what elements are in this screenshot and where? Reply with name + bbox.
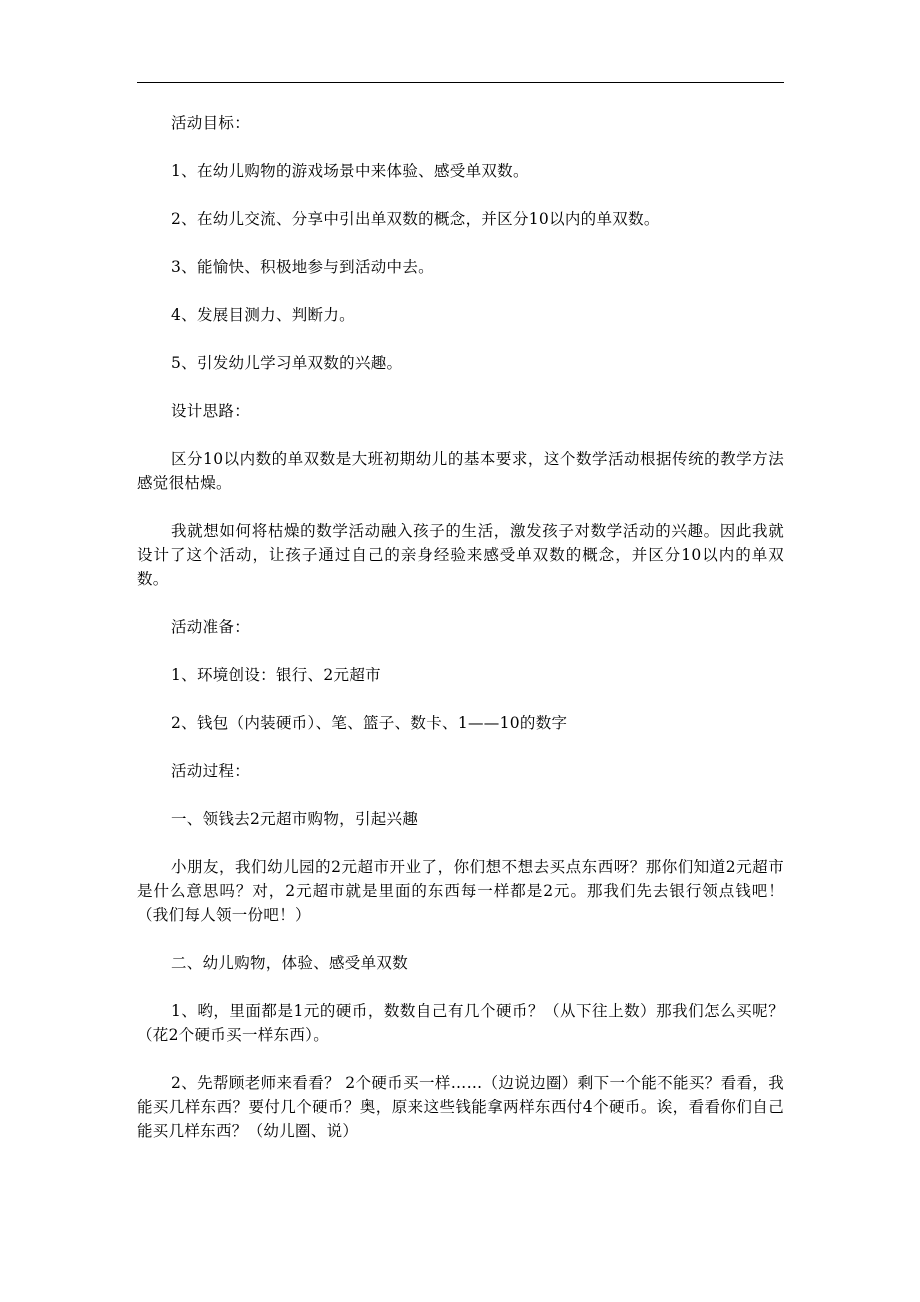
process-step-2-heading: 二、幼儿购物，体验、感受单双数 [171,954,409,972]
design-paragraph-2: 我就想如何将枯燥的数学活动融入孩子的生活，激发孩子对数学活动的兴趣。因此我就设计了这个活动，让孩子通过自己的亲身经验来感受单双数的概念，并区分10以内的单双数。 [137,522,784,588]
preparation-item-1: 1、环境创设：银行、2元超市 [171,666,381,684]
preparation-item-2: 2、钱包（内装硬币）、笔、篮子、数卡、1——10的数字 [171,714,568,732]
document-body [137,111,784,1167]
design-paragraph-1: 区分10以内数的单双数是大班初期幼儿的基本要求，这个数学活动根据传统的教学方法感觉很枯燥。 [137,450,784,492]
goal-item-5: 5、引发幼儿学习单双数的兴趣。 [171,354,403,372]
heading-activity-goals: 活动目标： [171,114,251,132]
process-step-2-item-2: 2、先帮顾老师来看看？ 2个硬币买一样……（边说边圈）剩下一个能不能买？看看，我能买几样东西？要付几个硬币？奥，原来这些钱能拿两样东西付4个硬币。诶，看看你们自己能买几样东西？（幼儿圈、说） [137,1074,784,1140]
heading-activity-process: 活动过程： [171,762,251,780]
process-step-1-text: 小朋友，我们幼儿园的2元超市开业了，你们想不想去买点东西呀？那你们知道2元超市是什么意思吗？对，2元超市就是里面的东西每一样都是2元。那我们先去银行领点钱吧！（我们每人领一份吧！） [137,858,784,924]
goal-item-2: 2、在幼儿交流、分享中引出单双数的概念，并区分10以内的单双数。 [171,210,660,228]
heading-activity-preparation: 活动准备： [171,618,251,636]
goal-item-1: 1、在幼儿购物的游戏场景中来体验、感受单双数。 [171,162,529,180]
header-divider-line [137,82,784,83]
goal-item-4: 4、发展目测力、判断力。 [171,306,355,324]
goal-item-3: 3、能愉快、积极地参与到活动中去。 [171,258,434,276]
process-step-2-item-1: 1、哟，里面都是1元的硬币，数数自己有几个硬币？（从下往上数）那我们怎么买呢？（花2个硬币买一样东西）。 [137,1002,784,1044]
process-step-1-heading: 一、领钱去2元超市购物，引起兴趣 [171,810,419,828]
heading-design-rationale: 设计思路： [171,402,251,420]
